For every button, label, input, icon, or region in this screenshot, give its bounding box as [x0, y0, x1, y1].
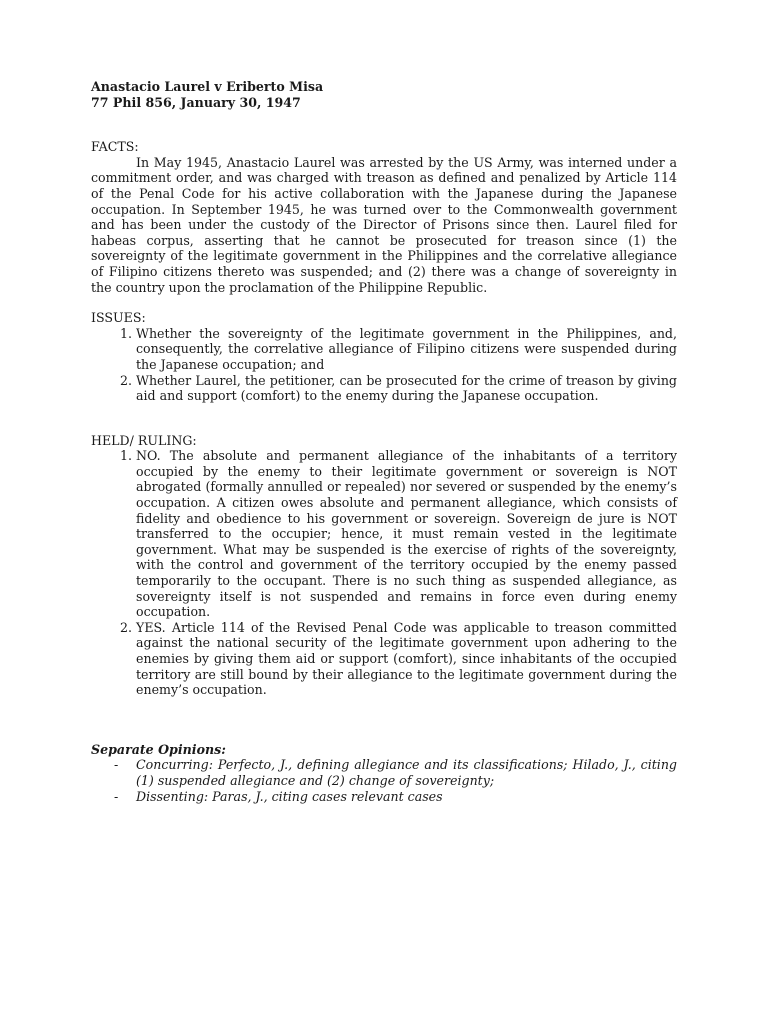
opinion-item-concurring: - Concurring: Perfecto, J., defining allegiance and its classifications; Hilado, J., citing (1) suspended allegiance and (2) change of sovereignty; — [136, 757, 677, 788]
separate-opinions-list — [91, 757, 677, 804]
separate-opinions-heading: Separate Opinions: — [91, 741, 226, 757]
issues-list — [91, 326, 677, 404]
case-title: Anastacio Laurel v Eriberto Misa — [91, 79, 324, 94]
case-citation: 77 Phil 856, January 30, 1947 — [91, 94, 301, 110]
issue-item-1: 1. Whether the sovereignty of the legitimate government in the Philippines, and, consequently, the correlative allegiance of Filipino citizens were suspended during the Japanese occupation; and — [136, 326, 677, 373]
held-list — [91, 448, 677, 698]
held-item-1: 1. NO. The absolute and permanent allegiance of the inhabitants of a territory occupied by the enemy to their legitimate government or sovereign is NOT abrogated (formally annulled or repealed) nor severed or suspended by the enemy’s occupation. A citizen owes absolute and permanent allegiance, which consists of fidelity and obedience to his government or sovereign. Sovereign de jure is NOT transferred to the occupier; hence, it must remain vested in the legitimate government. What may be suspended is the exercise of rights of the sovereignty, with the control and government of the territory occupied by the enemy passed temporarily to the occupant. There is no such thing as suspended allegiance, as sovereignty itself is not suspended and remains in force even during enemy occupation. — [136, 448, 677, 620]
held-item-2: 2. YES. Article 114 of the Revised Penal Code was applicable to treason committed against the national security of the legitimate government upon adhering to the enemies by giving them aid or support (comfort), since inhabitants of the occupied territory are still bound by their allegiance to the legitimate government during the enemy’s occupation. — [136, 620, 677, 698]
document-body — [91, 79, 677, 804]
issues-heading: ISSUES: — [91, 310, 146, 326]
issue-item-2: 2. Whether Laurel, the petitioner, can be prosecuted for the crime of treason by giving aid and support (comfort) to the enemy during the Japanese occupation. — [136, 373, 677, 404]
opinion-item-dissenting: - Dissenting: Paras, J., citing cases relevant cases — [136, 789, 677, 805]
facts-heading: FACTS: — [91, 139, 139, 155]
held-heading: HELD/ RULING: — [91, 432, 197, 448]
facts-paragraph: In May 1945, Anastacio Laurel was arrested by the US Army, was interned under a commitment order, and was charged with treason as defined and penalized by Article 114 of the Penal Code for his active collaboration with the Japanese during the Japanese occupation. In September 1945, he was turned over to the Commonwealth government and has been under the custody of the Director of Prisons since then. Laurel filed for habeas corpus, asserting that he cannot be prosecuted for treason since (1) the sovereignty of the legitimate government in the Philippines and the correlative allegiance of Filipino citizens thereto was suspended; and (2) there was a change of sovereignty in the country upon the proclamation of the Philippine Republic. — [91, 154, 677, 295]
